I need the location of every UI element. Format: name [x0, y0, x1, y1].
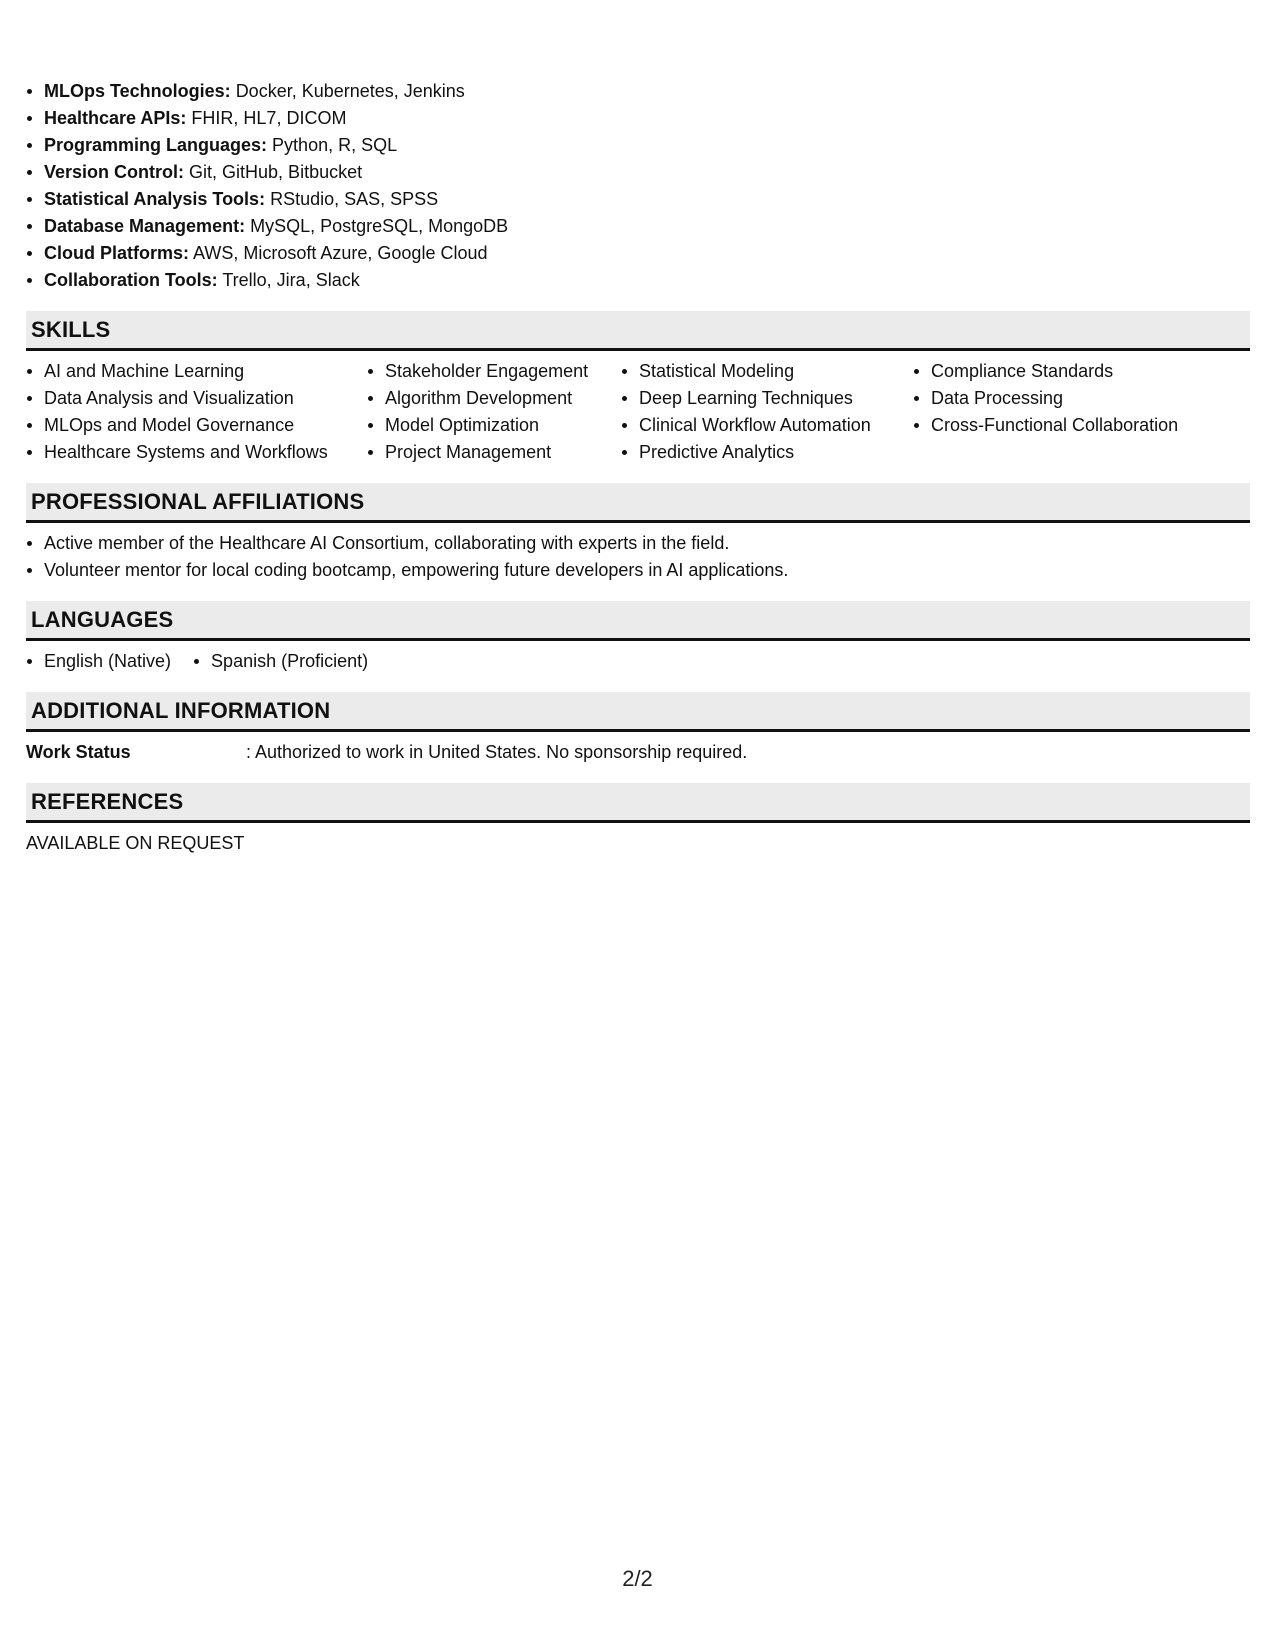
tool-item [26, 159, 1250, 186]
skills-section [26, 311, 1250, 466]
skill-item: Deep Learning Techniques [621, 385, 913, 412]
tool-value: Trello, Jira, Slack [222, 270, 360, 290]
tool-item [26, 132, 1250, 159]
additional-info-section [26, 692, 1250, 766]
references-section [26, 783, 1250, 857]
affiliations-list [26, 523, 1250, 584]
skill-item: Data Processing [913, 385, 1233, 412]
affiliations-section [26, 483, 1250, 584]
tool-item [26, 240, 1250, 267]
tool-item [26, 105, 1250, 132]
tool-value: RStudio, SAS, SPSS [270, 189, 439, 209]
languages-section [26, 601, 1250, 675]
work-status-value: : Authorized to work in United States. No sponsorship required. [246, 742, 748, 762]
skill-item: Model Optimization [367, 412, 621, 439]
tool-item [26, 78, 1250, 105]
skill-item: Project Management [367, 439, 621, 466]
skill-item: Predictive Analytics [621, 439, 913, 466]
skill-item: Stakeholder Engagement [367, 358, 621, 385]
work-status-label: Work Status [26, 742, 131, 762]
section-heading-additional-info: ADDITIONAL INFORMATION [26, 692, 1250, 732]
affiliation-item: Volunteer mentor for local coding bootcamp, empowering future developers in AI applications. [26, 557, 1250, 584]
tool-label: Collaboration Tools: [44, 270, 218, 290]
skill-item: Cross-Functional Collaboration [913, 412, 1233, 439]
tool-value: AWS, Microsoft Azure, Google Cloud [193, 243, 488, 263]
skill-item: Statistical Modeling [621, 358, 913, 385]
tool-value: FHIR, HL7, DICOM [191, 108, 347, 128]
tool-label: Version Control: [44, 162, 185, 182]
tool-item [26, 267, 1250, 294]
tool-label: Cloud Platforms: [44, 243, 190, 263]
work-status-row [26, 732, 1250, 766]
skill-item: MLOps and Model Governance [26, 412, 367, 439]
language-item: English (Native) [26, 648, 171, 675]
tool-label: MLOps Technologies: [44, 81, 231, 101]
skill-item: AI and Machine Learning [26, 358, 367, 385]
skill-item: Healthcare Systems and Workflows [26, 439, 367, 466]
skill-item: Clinical Workflow Automation [621, 412, 913, 439]
tools-list [26, 78, 1250, 294]
skills-column [26, 358, 367, 466]
languages-list [26, 641, 1250, 675]
references-text: AVAILABLE ON REQUEST [26, 833, 245, 853]
skill-item: Compliance Standards [913, 358, 1233, 385]
tool-label: Database Management: [44, 216, 246, 236]
section-heading-skills: SKILLS [26, 311, 1250, 351]
tool-value: Docker, Kubernetes, Jenkins [235, 81, 465, 101]
tool-item [26, 186, 1250, 213]
section-heading-references: REFERENCES [26, 783, 1250, 823]
skill-item: Algorithm Development [367, 385, 621, 412]
resume-page [26, 78, 1250, 857]
section-heading-affiliations: PROFESSIONAL AFFILIATIONS [26, 483, 1250, 523]
skills-column [367, 358, 621, 466]
tool-item [26, 213, 1250, 240]
skills-column [621, 358, 913, 466]
skills-grid [26, 351, 1250, 466]
tool-label: Healthcare APIs: [44, 108, 187, 128]
tool-label: Programming Languages: [44, 135, 268, 155]
tool-value: Git, GitHub, Bitbucket [189, 162, 363, 182]
language-item: Spanish (Proficient) [193, 648, 368, 675]
tool-value: MySQL, PostgreSQL, MongoDB [250, 216, 509, 236]
skills-column [913, 358, 1233, 466]
affiliation-item: Active member of the Healthcare AI Consortium, collaborating with experts in the field. [26, 530, 1250, 557]
skill-item: Data Analysis and Visualization [26, 385, 367, 412]
tool-value: Python, R, SQL [272, 135, 398, 155]
page-number: 2/2 [622, 1566, 653, 1591]
tool-label: Statistical Analysis Tools: [44, 189, 266, 209]
section-heading-languages: LANGUAGES [26, 601, 1250, 641]
